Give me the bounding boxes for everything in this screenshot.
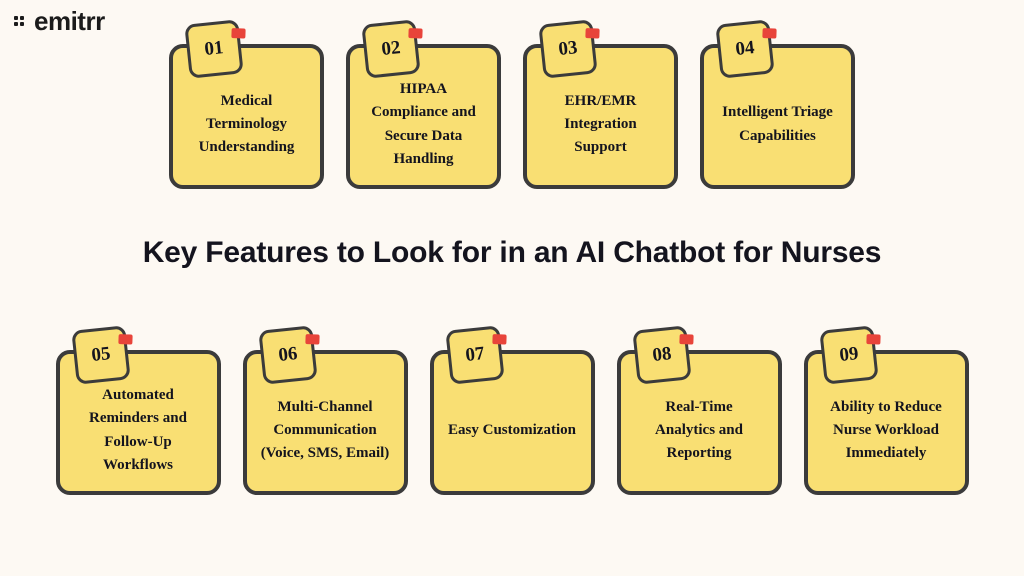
card-number-badge: 01 — [184, 19, 243, 78]
card-label: EHR/EMR Integration Support — [564, 92, 637, 156]
card-label: Intelligent Triage Capabilities — [722, 104, 833, 144]
card-label: Medical Terminology Understanding — [198, 92, 295, 156]
card-number-badge: 03 — [538, 19, 597, 78]
page-title: Key Features to Look for in an AI Chatbot for Nurses — [142, 236, 882, 269]
feature-card-row-bottom — [0, 343, 1024, 495]
card-number-badge: 06 — [258, 325, 317, 384]
card-number-badge: 02 — [361, 19, 420, 78]
feature-card-02 — [346, 37, 501, 189]
card-label: Multi-Channel Communication (Voice, SMS, Email) — [260, 398, 390, 462]
feature-card-08 — [617, 343, 782, 495]
card-number-badge: 04 — [715, 19, 774, 78]
feature-card-03 — [523, 37, 678, 189]
card-number-badge: 08 — [632, 325, 691, 384]
card-label: Ability to Reduce Nurse Workload Immediately — [830, 398, 942, 462]
card-number-badge: 07 — [445, 325, 504, 384]
brand-name: emitrr — [34, 6, 105, 36]
card-label: Easy Customization — [448, 421, 576, 438]
card-label: Automated Reminders and Follow-Up Workflows — [89, 387, 187, 473]
feature-card-07 — [430, 343, 595, 495]
card-label: HIPAA Compliance and Secure Data Handling — [371, 81, 476, 167]
feature-card-row-top — [0, 37, 1024, 189]
dots-logo-icon — [14, 13, 28, 29]
brand-logo — [14, 8, 105, 34]
card-number-badge: 09 — [819, 325, 878, 384]
card-label: Real-Time Analytics and Reporting — [655, 398, 743, 462]
feature-card-09 — [804, 343, 969, 495]
feature-card-01 — [169, 37, 324, 189]
feature-card-06 — [243, 343, 408, 495]
card-number-badge: 05 — [71, 325, 130, 384]
feature-card-04 — [700, 37, 855, 189]
feature-card-05 — [56, 343, 221, 495]
